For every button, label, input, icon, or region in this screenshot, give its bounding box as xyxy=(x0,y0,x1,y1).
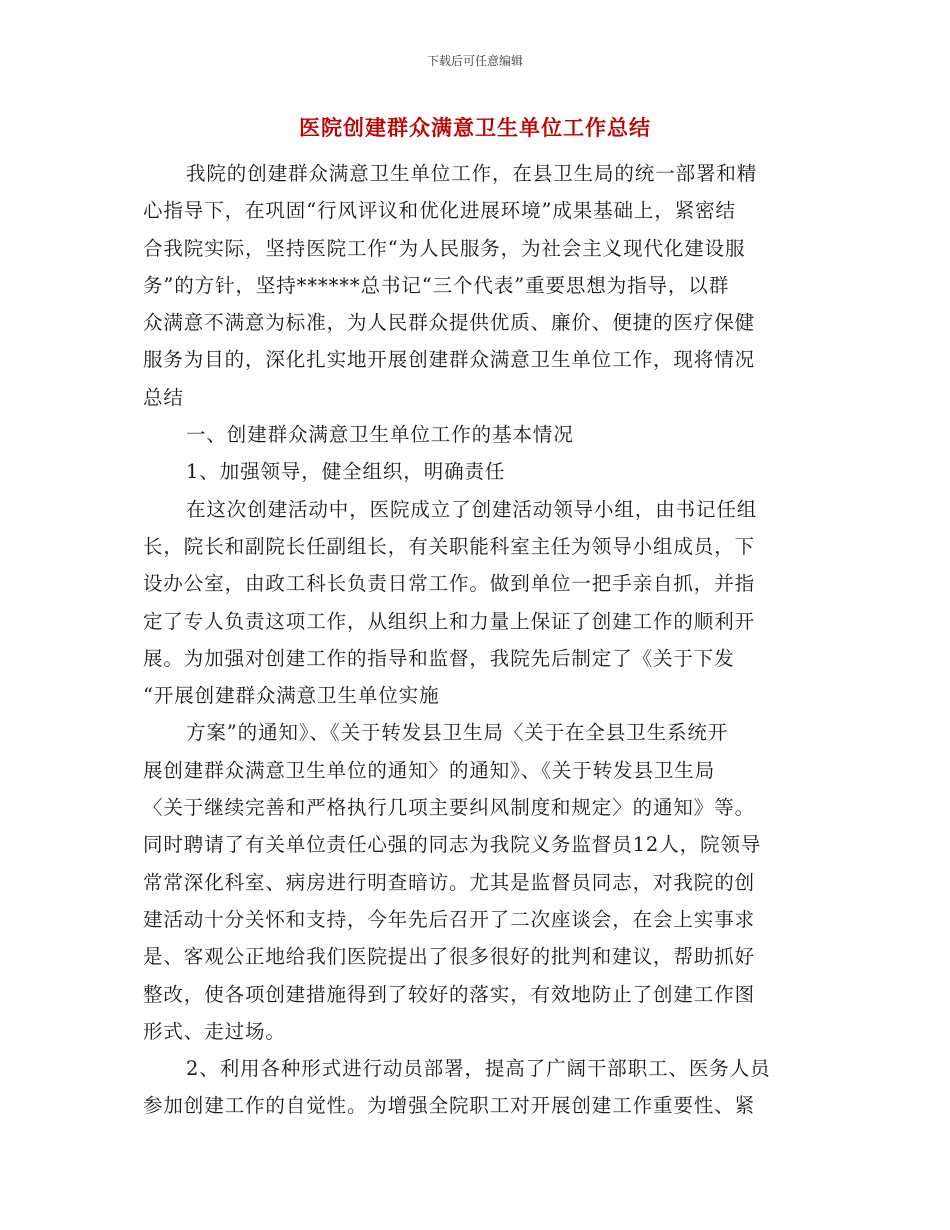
text-line: 展创建群众满意卫生单位的通知〉的通知》、《关于转发县卫生局 xyxy=(143,758,716,782)
text-line: 我院的创建群众满意卫生单位工作，在县卫生局的统一部署和精 xyxy=(186,162,758,185)
text-line: 一、创建群众满意卫生单位工作的基本情况 xyxy=(186,423,574,447)
text-line: 形式、走过场。 xyxy=(143,1019,286,1043)
document-body xyxy=(143,155,807,1125)
text-line: 众满意不满意为标准，为人民群众提供优质、廉价、便捷的医疗保健 xyxy=(143,311,756,335)
text-line: 服务为目的，深化扎实地开展创建群众满意卫生单位工作，现将情况 xyxy=(143,348,756,372)
text-line: 〈关于继续完善和严格执行几项主要纠风制度和规定〉的通知》等。 xyxy=(143,796,756,820)
text-line: 务”的方针，坚持******总书记“三个代表”重要思想为指导，以群 xyxy=(143,273,730,297)
text-line: 定了专人负责这项工作，从组织上和力量上保证了创建工作的顺利开 xyxy=(143,609,756,633)
text-line: “开展创建群众满意卫生单位实施 xyxy=(143,684,440,708)
text-line: 是、客观公正地给我们医院提出了很多很好的批判和建议，帮助抓好 xyxy=(143,945,756,969)
text-line: 设办公室，由政工科长负责日常工作。做到单位一把手亲自抓，并指 xyxy=(143,572,756,596)
text-line: 同时聘请了有关单位责任心强的同志为我院义务监督员12人，院领导 xyxy=(143,833,762,857)
text-line: 展。为加强对创建工作的指导和监督，我院先后制定了《关于下发 xyxy=(143,646,735,670)
text-line: 参加创建工作的自觉性。为增强全院职工对开展创建工作重要性、紧 xyxy=(143,1094,756,1118)
text-line: 合我院实际，坚持医院工作“为人民服务，为社会主义现代化建设服 xyxy=(143,236,746,260)
text-line: 1、加强领导，健全组织，明确责任 xyxy=(186,460,506,484)
text-line: 在这次创建活动中，医院成立了创建活动领导小组，由书记任组 xyxy=(186,497,758,521)
text-line: 建活动十分关怀和支持，今年先后召开了二次座谈会，在会上实事求 xyxy=(143,907,756,931)
header-note: 下载后可任意编辑 xyxy=(426,54,523,68)
text-line: 方案”的通知》、《关于转发县卫生局〈关于在全县卫生系统开 xyxy=(186,721,729,745)
text-line: 长，院长和副院长任副组长，有关职能科室主任为领导小组成员，下 xyxy=(143,534,756,558)
text-line: 整改，使各项创建措施得到了较好的落实，有效地防止了创建工作图 xyxy=(143,982,756,1006)
text-line: 常常深化科室、病房进行明查暗访。尤其是监督员同志，对我院的创 xyxy=(143,870,756,894)
document-title: 医院创建群众满意卫生单位工作总结 xyxy=(299,116,651,140)
text-line: 2、利用各种形式进行动员部署，提高了广阔干部职工、医务人员 xyxy=(186,1057,771,1081)
text-line: 总结 xyxy=(143,385,184,409)
text-line: 心指导下，在巩固“行风评议和优化进展环境”成果基础上，紧密结 xyxy=(143,199,736,223)
